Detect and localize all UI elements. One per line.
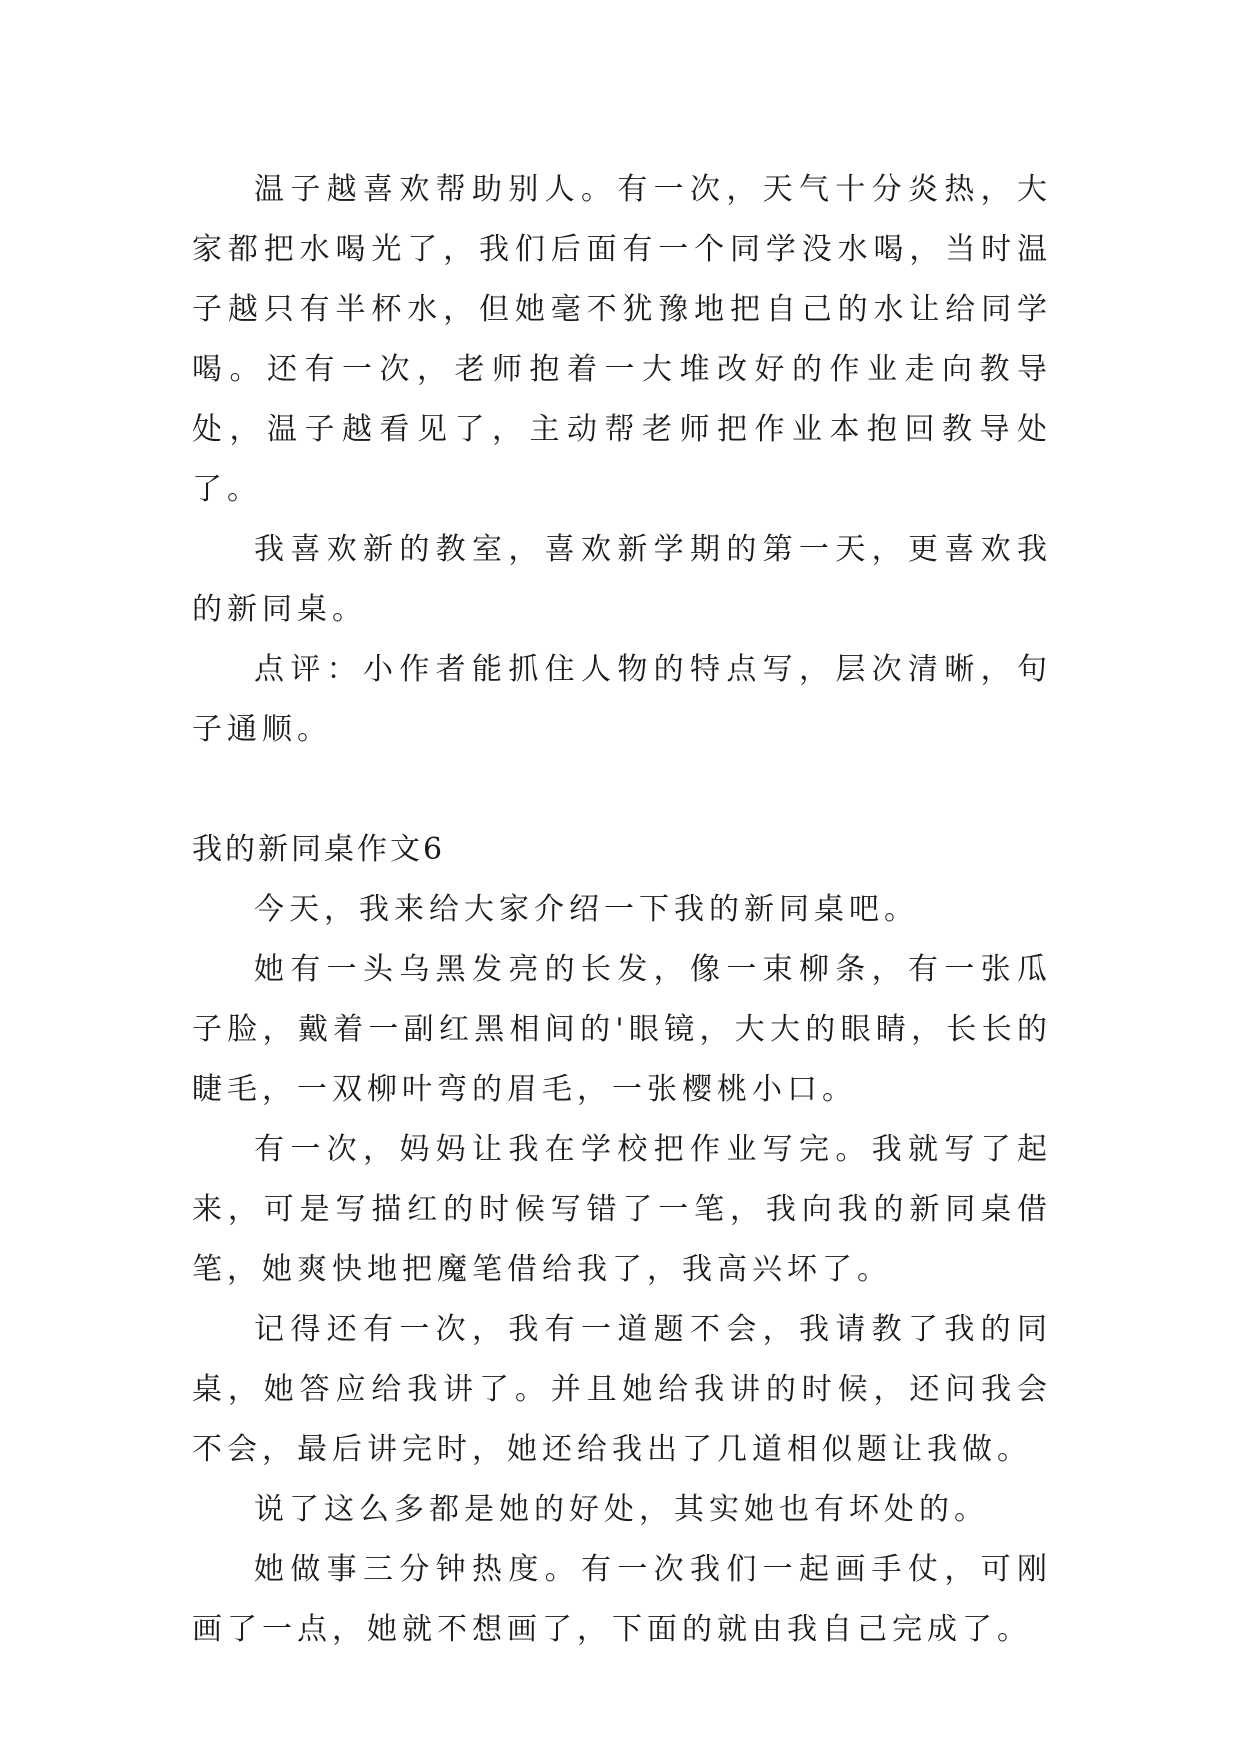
paragraph: 我喜欢新的教室，喜欢新学期的第一天，更喜欢我的新同桌。 bbox=[192, 532, 1052, 627]
paragraph: 今天，我来给大家介绍一下我的新同桌吧。 bbox=[254, 892, 919, 927]
paragraph: 她做事三分钟热度。有一次我们一起画手仗，可刚画了一点，她就不想画了，下面的就由我自己完成了。 bbox=[192, 1552, 1052, 1647]
paragraph: 她有一头乌黑发亮的长发，像一束柳条，有一张瓜子脸，戴着一副红黑相间的'眼镜，大大的眼睛，长长的睫毛，一双柳叶弯的眉毛，一张樱桃小口。 bbox=[192, 952, 1052, 1107]
document-page bbox=[192, 160, 1052, 1660]
paragraph: 说了这么多都是她的好处，其实她也有坏处的。 bbox=[254, 1492, 989, 1527]
section-heading: 我的新同桌作文6 bbox=[192, 832, 446, 867]
paragraph: 记得还有一次，我有一道题不会，我请教了我的同桌，她答应给我讲了。并且她给我讲的时候，还问我会不会，最后讲完时，她还给我出了几道相似题让我做。 bbox=[192, 1312, 1052, 1467]
paragraph: 温子越喜欢帮助别人。有一次，天气十分炎热，大家都把水喝光了，我们后面有一个同学没水喝，当时温子越只有半杯水，但她毫不犹豫地把自己的水让给同学喝。还有一次，老师抱着一大堆改好的作业走向教导处，温子越看见了，主动帮老师把作业本抱回教导处了。 bbox=[192, 172, 1052, 507]
paragraph: 点评：小作者能抓住人物的特点写，层次清晰，句子通顺。 bbox=[192, 652, 1052, 747]
paragraph: 有一次，妈妈让我在学校把作业写完。我就写了起来，可是写描红的时候写错了一笔，我向我的新同桌借笔，她爽快地把魔笔借给我了，我高兴坏了。 bbox=[192, 1132, 1052, 1287]
